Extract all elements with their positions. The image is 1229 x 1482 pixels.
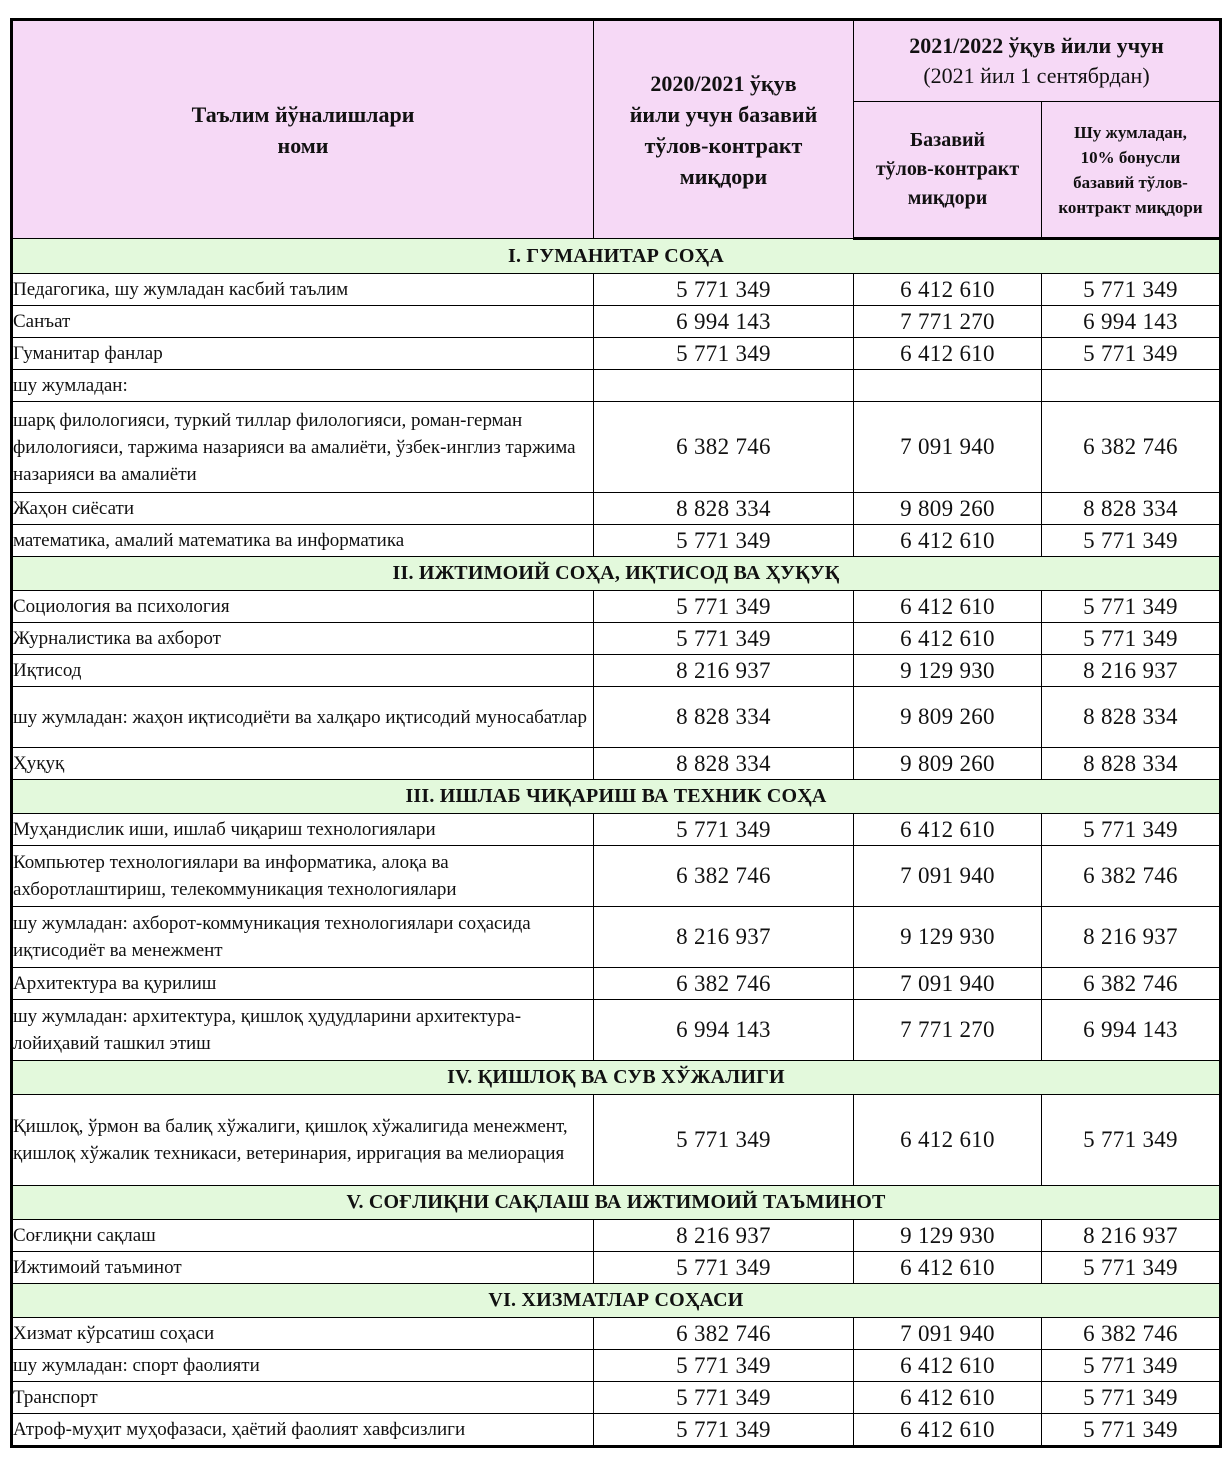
table-row — [12, 1350, 1221, 1382]
section-row — [12, 1061, 1221, 1095]
fee-2020-2021-cell: 5 771 349 — [594, 623, 854, 655]
base-fee-2021-2022-cell: 6 412 610 — [854, 338, 1042, 370]
fee-2020-2021-cell: 5 771 349 — [594, 338, 854, 370]
header-2020-2021-fee — [594, 20, 854, 239]
header-bonus-fee — [1042, 102, 1221, 239]
bonus-fee-2021-2022-cell: 5 771 349 — [1042, 525, 1221, 557]
header-group-subtitle: (2021 йил 1 сентябрдан) — [923, 63, 1150, 88]
section-title: V. СОҒЛИҚНИ САҚЛАШ ВА ИЖТИМОИЙ ТАЪМИНОТ — [12, 1186, 1221, 1220]
direction-name-cell: Архитектура ва қурилиш — [12, 968, 594, 1000]
section-row — [12, 239, 1221, 274]
base-fee-2021-2022-cell: 9 129 930 — [854, 907, 1042, 968]
table-row — [12, 402, 1221, 493]
bonus-fee-2021-2022-cell: 8 828 334 — [1042, 687, 1221, 748]
header-direction-name-text: Таълим йўналишлари номи — [191, 101, 415, 158]
bonus-fee-2021-2022-cell: 6 382 746 — [1042, 1318, 1221, 1350]
bonus-fee-2021-2022-cell: 5 771 349 — [1042, 623, 1221, 655]
section-row — [12, 557, 1221, 591]
direction-name-cell: Атроф-муҳит муҳофазаси, ҳаётий фаолият хавфсизлиги — [12, 1414, 594, 1447]
table-row — [12, 338, 1221, 370]
bonus-fee-2021-2022-cell: 6 994 143 — [1042, 1000, 1221, 1061]
fee-2020-2021-cell: 8 216 937 — [594, 1220, 854, 1252]
table-row — [12, 687, 1221, 748]
bonus-fee-2021-2022-cell: 5 771 349 — [1042, 591, 1221, 623]
direction-name-cell: шу жумладан: жаҳон иқтисодиёти ва халқаро иқтисодий муносабатлар — [12, 687, 594, 748]
table-row — [12, 968, 1221, 1000]
bonus-fee-2021-2022-cell: 8 828 334 — [1042, 748, 1221, 780]
table-row — [12, 1318, 1221, 1350]
fee-2020-2021-cell: 8 216 937 — [594, 655, 854, 687]
base-fee-2021-2022-cell: 6 412 610 — [854, 525, 1042, 557]
direction-name-cell: Ижтимоий таъминот — [12, 1252, 594, 1284]
bonus-fee-2021-2022-cell: 8 828 334 — [1042, 493, 1221, 525]
table-row — [12, 1382, 1221, 1414]
bonus-fee-2021-2022-cell: 5 771 349 — [1042, 814, 1221, 846]
section-row — [12, 1284, 1221, 1318]
direction-name-cell: Педагогика, шу жумладан касбий таълим — [12, 274, 594, 306]
direction-name-cell: Қишлоқ, ўрмон ва балиқ хўжалиги, қишлоқ хўжалигида менежмент, қишлоқ хўжалик техникаси, ветеринария, ирригация ва мелиорация — [12, 1095, 594, 1186]
direction-name-cell: Жаҳон сиёсати — [12, 493, 594, 525]
table-row — [12, 1414, 1221, 1447]
fee-2020-2021-cell: 6 382 746 — [594, 402, 854, 493]
base-fee-2021-2022-cell: 7 091 940 — [854, 402, 1042, 493]
direction-name-cell: Журналистика ва ахборот — [12, 623, 594, 655]
table-body — [12, 239, 1221, 1447]
section-title: I. ГУМАНИТАР СОҲА — [12, 239, 1221, 274]
base-fee-2021-2022-cell: 7 091 940 — [854, 968, 1042, 1000]
base-fee-2021-2022-cell: 6 412 610 — [854, 1382, 1042, 1414]
fee-2020-2021-cell: 6 382 746 — [594, 846, 854, 907]
direction-name-cell: шу жумладан: спорт фаолияти — [12, 1350, 594, 1382]
base-fee-2021-2022-cell: 9 809 260 — [854, 748, 1042, 780]
direction-name-cell: шу жумладан: ахборот-коммуникация технологиялари соҳасида иқтисодиёт ва менежмент — [12, 907, 594, 968]
section-title: IV. ҚИШЛОҚ ВА СУВ ХЎЖАЛИГИ — [12, 1061, 1221, 1095]
table-row — [12, 525, 1221, 557]
table-row — [12, 846, 1221, 907]
base-fee-2021-2022-cell: 6 412 610 — [854, 1414, 1042, 1447]
section-row — [12, 1186, 1221, 1220]
fee-2020-2021-cell: 5 771 349 — [594, 814, 854, 846]
fee-2020-2021-cell: 5 771 349 — [594, 1252, 854, 1284]
fee-2020-2021-cell: 5 771 349 — [594, 274, 854, 306]
base-fee-2021-2022-cell: 6 412 610 — [854, 1350, 1042, 1382]
bonus-fee-2021-2022-cell: 8 216 937 — [1042, 655, 1221, 687]
fee-2020-2021-cell: 5 771 349 — [594, 1382, 854, 1414]
table-header — [12, 20, 1221, 239]
table-row — [12, 370, 1221, 402]
direction-name-cell: Санъат — [12, 306, 594, 338]
table-row — [12, 1000, 1221, 1061]
bonus-fee-2021-2022-cell: 8 216 937 — [1042, 907, 1221, 968]
direction-name-cell: Иқтисод — [12, 655, 594, 687]
fee-2020-2021-cell: 8 828 334 — [594, 493, 854, 525]
bonus-fee-2021-2022-cell: 6 382 746 — [1042, 402, 1221, 493]
bonus-fee-2021-2022-cell: 5 771 349 — [1042, 1414, 1221, 1447]
direction-name-cell: математика, амалий математика ва информатика — [12, 525, 594, 557]
direction-name-cell: Соғлиқни сақлаш — [12, 1220, 594, 1252]
fee-2020-2021-cell: 5 771 349 — [594, 591, 854, 623]
base-fee-2021-2022-cell: 6 412 610 — [854, 1252, 1042, 1284]
bonus-fee-2021-2022-cell: 5 771 349 — [1042, 338, 1221, 370]
bonus-fee-2021-2022-cell: 5 771 349 — [1042, 274, 1221, 306]
header-bonus-fee-text: Шу жумладан, 10% бонусли базавий тўлов- контракт миқдори — [1058, 122, 1203, 217]
base-fee-2021-2022-cell: 9 129 930 — [854, 655, 1042, 687]
fee-2020-2021-cell: 5 771 349 — [594, 1350, 854, 1382]
base-fee-2021-2022-cell: 9 809 260 — [854, 493, 1042, 525]
direction-name-cell: Социология ва психология — [12, 591, 594, 623]
fee-2020-2021-cell: 5 771 349 — [594, 1095, 854, 1186]
bonus-fee-2021-2022-cell: 5 771 349 — [1042, 1252, 1221, 1284]
base-fee-2021-2022-cell: 6 412 610 — [854, 1095, 1042, 1186]
direction-name-cell: Хизмат кўрсатиш соҳаси — [12, 1318, 594, 1350]
table-row — [12, 1220, 1221, 1252]
header-base-fee — [854, 102, 1042, 239]
base-fee-2021-2022-cell: 7 091 940 — [854, 1318, 1042, 1350]
section-row — [12, 780, 1221, 814]
table-row — [12, 814, 1221, 846]
fee-2020-2021-cell — [594, 370, 854, 402]
table-row — [12, 274, 1221, 306]
base-fee-2021-2022-cell: 9 129 930 — [854, 1220, 1042, 1252]
bonus-fee-2021-2022-cell: 6 994 143 — [1042, 306, 1221, 338]
direction-name-cell: шу жумладан: — [12, 370, 594, 402]
direction-name-cell: Транспорт — [12, 1382, 594, 1414]
base-fee-2021-2022-cell: 9 809 260 — [854, 687, 1042, 748]
fee-2020-2021-cell: 6 382 746 — [594, 1318, 854, 1350]
table-row — [12, 907, 1221, 968]
base-fee-2021-2022-cell: 7 771 270 — [854, 1000, 1042, 1061]
bonus-fee-2021-2022-cell: 5 771 349 — [1042, 1350, 1221, 1382]
fee-2020-2021-cell: 8 828 334 — [594, 687, 854, 748]
fee-2020-2021-cell: 6 994 143 — [594, 1000, 854, 1061]
contract-fee-table — [10, 18, 1222, 1448]
section-title: III. ИШЛАБ ЧИҚАРИШ ВА ТЕХНИК СОҲА — [12, 780, 1221, 814]
base-fee-2021-2022-cell — [854, 370, 1042, 402]
base-fee-2021-2022-cell: 6 412 610 — [854, 274, 1042, 306]
base-fee-2021-2022-cell: 6 412 610 — [854, 814, 1042, 846]
header-2021-2022-group — [854, 20, 1221, 102]
header-direction-name — [12, 20, 594, 239]
fee-2020-2021-cell: 8 216 937 — [594, 907, 854, 968]
bonus-fee-2021-2022-cell — [1042, 370, 1221, 402]
bonus-fee-2021-2022-cell: 6 382 746 — [1042, 968, 1221, 1000]
direction-name-cell: шарқ филологияси, туркий тиллар филологияси, роман-герман филологияси, таржима назарияси ва амалиёти, ўзбек-инглиз таржима назарияси ва амалиёти — [12, 402, 594, 493]
section-title: VI. ХИЗМАТЛАР СОҲАСИ — [12, 1284, 1221, 1318]
bonus-fee-2021-2022-cell: 6 382 746 — [1042, 846, 1221, 907]
table-row — [12, 655, 1221, 687]
fee-2020-2021-cell: 5 771 349 — [594, 525, 854, 557]
base-fee-2021-2022-cell: 6 412 610 — [854, 591, 1042, 623]
bonus-fee-2021-2022-cell: 5 771 349 — [1042, 1095, 1221, 1186]
bonus-fee-2021-2022-cell: 8 216 937 — [1042, 1220, 1221, 1252]
header-2020-2021-fee-text: 2020/2021 ўқув йили учун базавий тўлов-контракт миқдори — [629, 70, 818, 189]
fee-2020-2021-cell: 8 828 334 — [594, 748, 854, 780]
table-row — [12, 1095, 1221, 1186]
header-group-title: 2021/2022 ўқув йили учун — [909, 33, 1164, 58]
section-title: II. ИЖТИМОИЙ СОҲА, ИҚТИСОД ВА ҲУҚУҚ — [12, 557, 1221, 591]
header-base-fee-text: Базавий тўлов-контракт миқдори — [875, 129, 1020, 209]
table-row — [12, 623, 1221, 655]
fee-2020-2021-cell: 6 994 143 — [594, 306, 854, 338]
table-row — [12, 591, 1221, 623]
direction-name-cell: шу жумладан: архитектура, қишлоқ ҳудудларини архитектура-лойиҳавий ташкил этиш — [12, 1000, 594, 1061]
direction-name-cell: Ҳуқуқ — [12, 748, 594, 780]
table-row — [12, 306, 1221, 338]
direction-name-cell: Гуманитар фанлар — [12, 338, 594, 370]
bonus-fee-2021-2022-cell: 5 771 349 — [1042, 1382, 1221, 1414]
base-fee-2021-2022-cell: 7 091 940 — [854, 846, 1042, 907]
table-row — [12, 493, 1221, 525]
fee-2020-2021-cell: 5 771 349 — [594, 1414, 854, 1447]
fee-2020-2021-cell: 6 382 746 — [594, 968, 854, 1000]
base-fee-2021-2022-cell: 7 771 270 — [854, 306, 1042, 338]
table-row — [12, 748, 1221, 780]
direction-name-cell: Муҳандислик иши, ишлаб чиқариш технологиялари — [12, 814, 594, 846]
base-fee-2021-2022-cell: 6 412 610 — [854, 623, 1042, 655]
table-row — [12, 1252, 1221, 1284]
direction-name-cell: Компьютер технологиялари ва информатика, алоқа ва ахборотлаштириш, телекоммуникация технологиялари — [12, 846, 594, 907]
